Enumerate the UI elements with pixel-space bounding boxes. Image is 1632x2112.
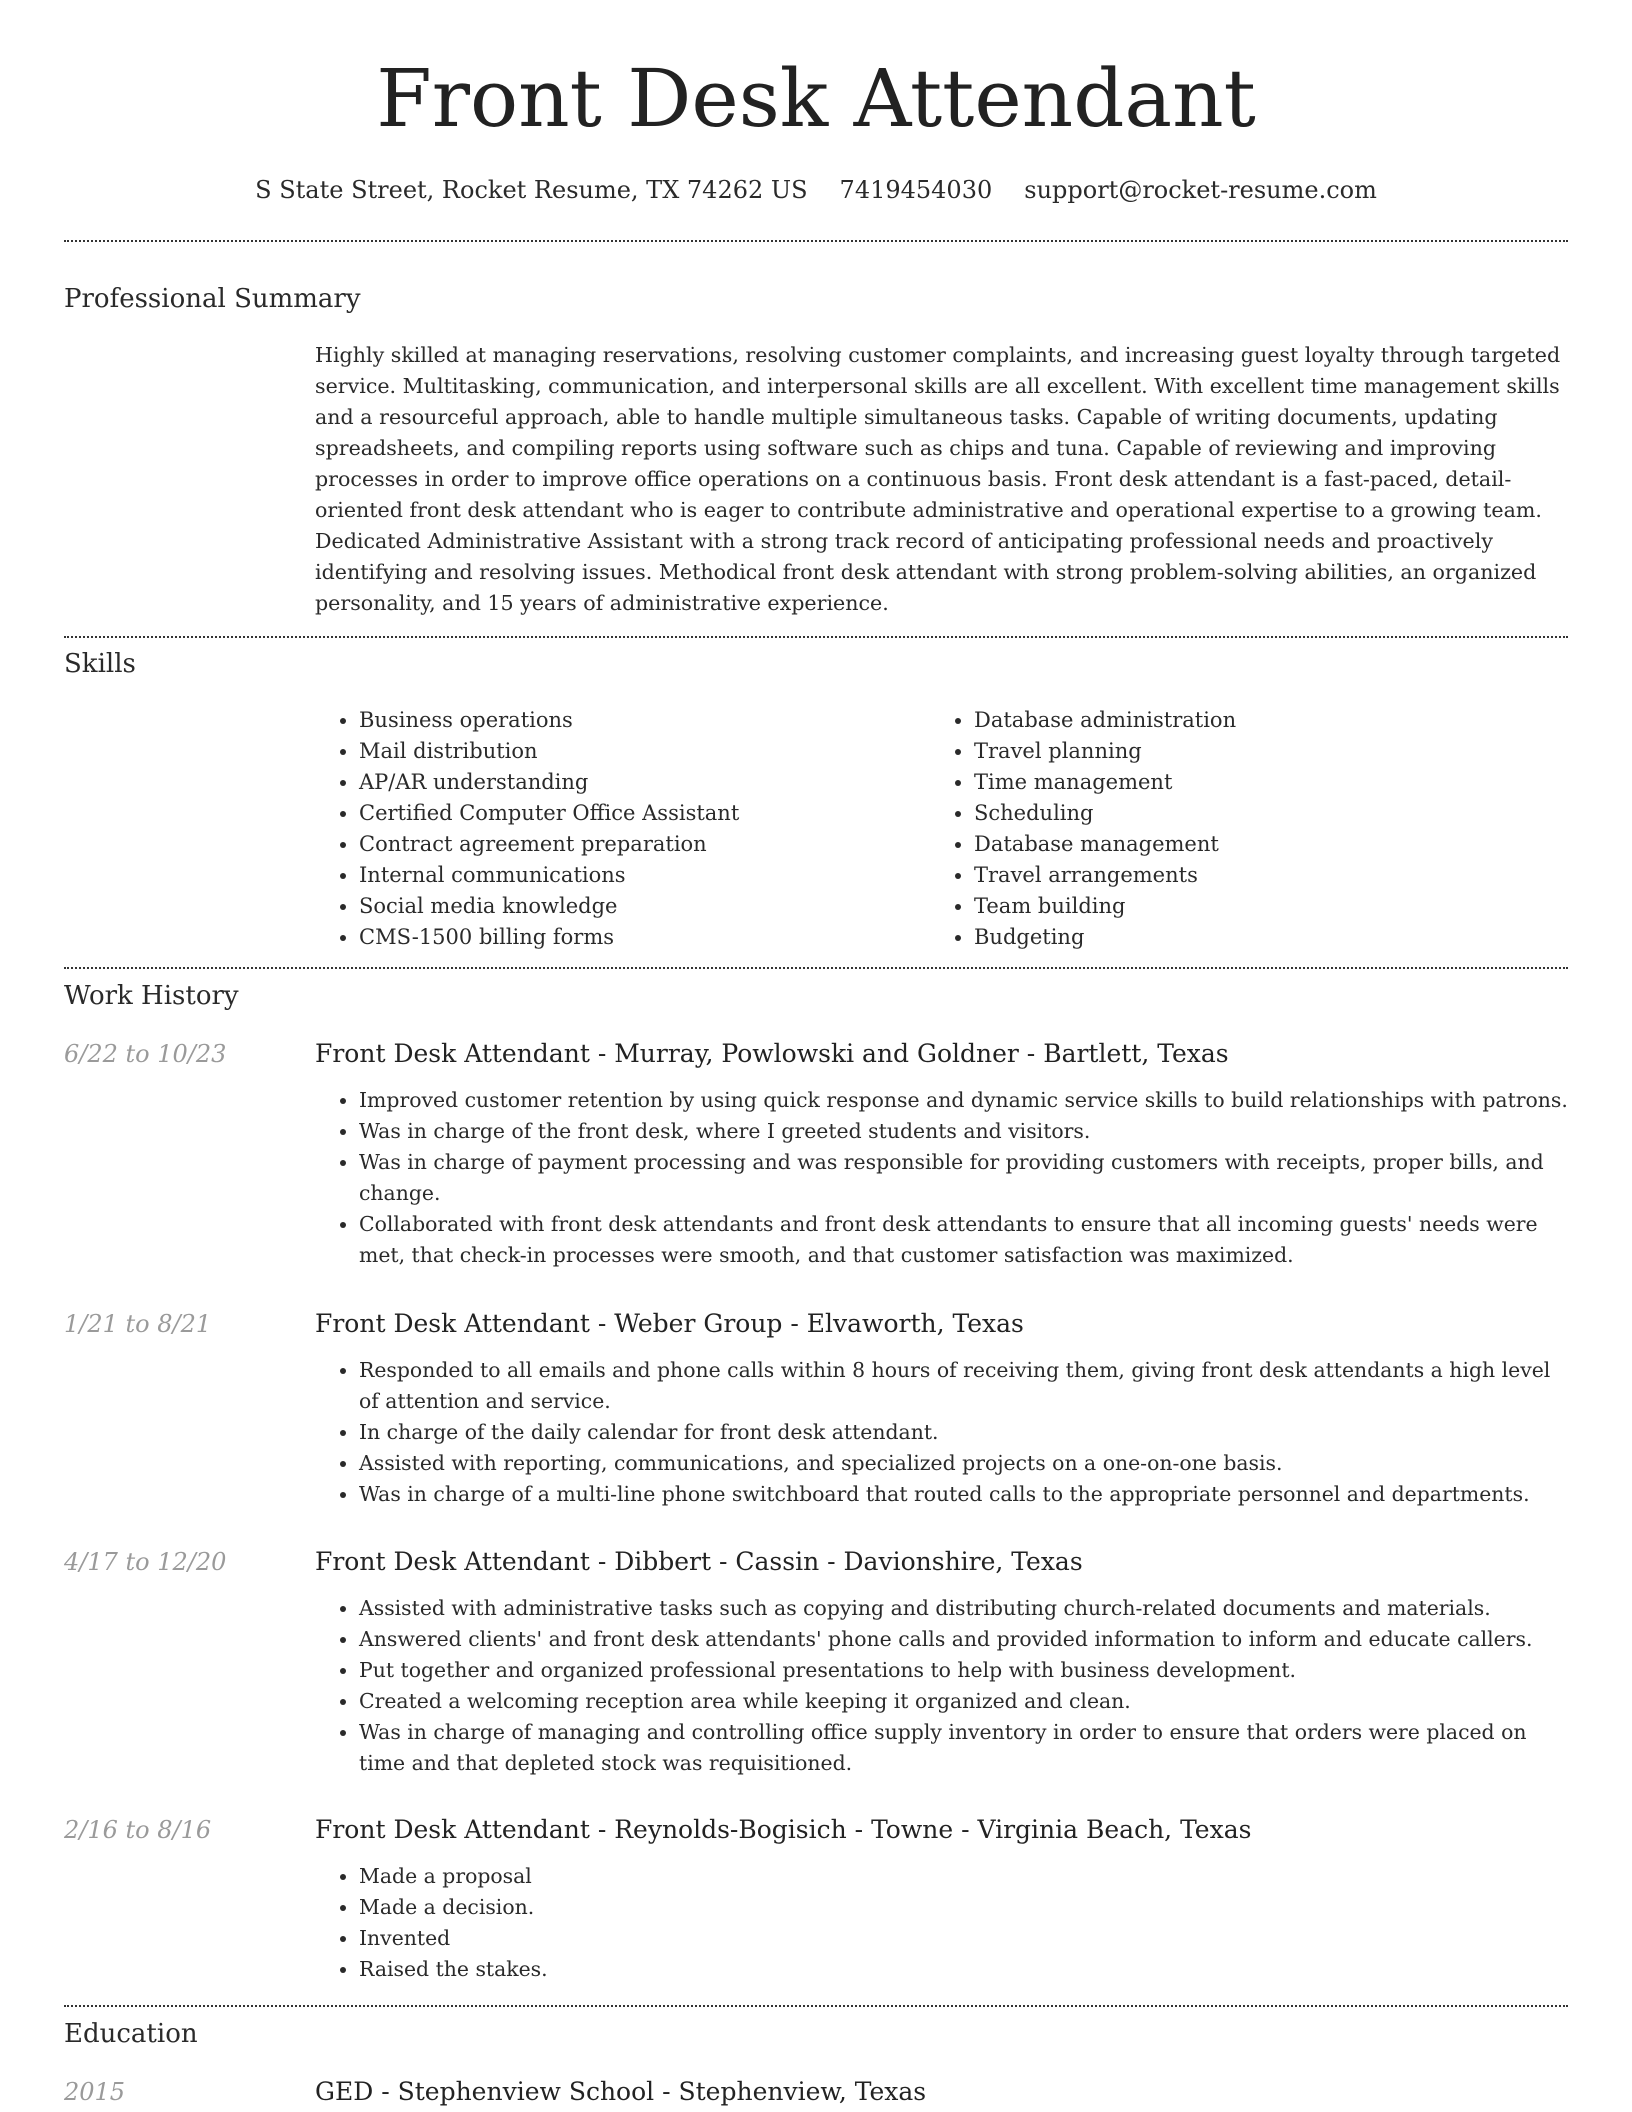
job-dates: 2/16 to 8/16 xyxy=(64,1816,212,1844)
section-divider xyxy=(64,2005,1568,2007)
section-divider xyxy=(64,240,1568,242)
summary-text: Highly skilled at managing reservations, resolving customer complaints, and increasing guest loyalty through targeted service. Multitasking, communication, and interpersonal skills are all excellent. With excellent time management skills and a resourceful approach, able to handle multiple simultaneous tasks. Capable of writing documents, updating spreadsheets, and compiling reports using software such as chips and tuna. Capable of reviewing and improving processes in order to improve office operations on a continuous basis. Front desk attendant is a fast-paced, detail-oriented front desk attendant who is eager to contribute administrative and operational expertise to a growing team. Dedicated Administrative Assistant with a strong track record of anticipating professional needs and proactively identifying and resolving issues. Methodical front desk attendant with strong problem-solving abilities, an organized personality, and 15 years of administrative experience. xyxy=(315,343,1561,615)
candidate-name: Front Desk Attendant xyxy=(376,52,1256,145)
job-bullets xyxy=(315,1355,1568,1510)
job-bullets xyxy=(315,1861,1568,1985)
job-bullets xyxy=(315,1085,1568,1271)
section-divider xyxy=(64,636,1568,638)
job-bullet: • Improved customer retention by using quick response and dynamic service skills to build relationships with patrons. xyxy=(359,1085,1568,1116)
job-title: Front Desk Attendant - Dibbert - Cassin - Davionshire, Texas xyxy=(315,1547,1083,1576)
skills-heading: Skills xyxy=(64,649,136,679)
skills-column-left xyxy=(315,705,930,953)
job-bullet: • Put together and organized professional presentations to help with business development. xyxy=(359,1655,1568,1686)
job-title: Front Desk Attendant - Weber Group - Elvaworth, Texas xyxy=(315,1309,1024,1338)
skill-item: • Internal communications xyxy=(359,860,930,891)
skill-item: • AP/AR understanding xyxy=(359,767,930,798)
skills-column-right xyxy=(930,705,1545,953)
job-bullet: • Created a welcoming reception area while keeping it organized and clean. xyxy=(359,1686,1568,1717)
skill-item: • Contract agreement preparation xyxy=(359,829,930,860)
section-divider xyxy=(64,967,1568,969)
job-bullet: • Was in charge of managing and controlling office supply inventory in order to ensure that orders were placed on time and that depleted stock was requisitioned. xyxy=(359,1717,1568,1779)
contact-phone: 7419454030 xyxy=(839,176,993,204)
education-title: GED - Stephenview School - Stephenview, Texas xyxy=(315,2077,927,2106)
education-year: 2015 xyxy=(64,2078,126,2106)
job-bullet: • Collaborated with front desk attendants and front desk attendants to ensure that all incoming guests' needs were met, that check-in processes were smooth, and that customer satisfaction was maximized. xyxy=(359,1209,1568,1271)
skill-item: • Scheduling xyxy=(974,798,1545,829)
skill-item: • Business operations xyxy=(359,705,930,736)
skill-item: • Mail distribution xyxy=(359,736,930,767)
job-bullet: • Answered clients' and front desk attendants' phone calls and provided information to inform and educate callers. xyxy=(359,1624,1568,1655)
job-bullet: • Assisted with administrative tasks such as copying and distributing church-related documents and materials. xyxy=(359,1593,1568,1624)
skill-item: • Database management xyxy=(974,829,1545,860)
job-bullet: • Responded to all emails and phone calls within 8 hours of receiving them, giving front desk attendants a high level of attention and service. xyxy=(359,1355,1568,1417)
education-heading: Education xyxy=(64,2019,198,2049)
job-dates: 6/22 to 10/23 xyxy=(64,1040,227,1068)
job-bullets xyxy=(315,1593,1568,1779)
skill-item: • Travel planning xyxy=(974,736,1545,767)
skill-item: • Certified Computer Office Assistant xyxy=(359,798,930,829)
job-bullet: • Made a decision. xyxy=(359,1892,1568,1923)
job-bullet: • Was in charge of a multi-line phone switchboard that routed calls to the appropriate personnel and departments. xyxy=(359,1479,1568,1510)
job-bullet: • Was in charge of the front desk, where I greeted students and visitors. xyxy=(359,1116,1568,1147)
contact-line xyxy=(0,170,1632,210)
summary-heading: Professional Summary xyxy=(64,284,361,314)
job-dates: 4/17 to 12/20 xyxy=(64,1548,227,1576)
job-bullet: • Made a proposal xyxy=(359,1861,1568,1892)
skill-item: • Travel arrangements xyxy=(974,860,1545,891)
skill-item: • Budgeting xyxy=(974,922,1545,953)
job-bullet: • Invented xyxy=(359,1923,1568,1954)
skill-item: • Database administration xyxy=(974,705,1545,736)
job-bullet: • Was in charge of payment processing and was responsible for providing customers with receipts, proper bills, and change. xyxy=(359,1147,1568,1209)
job-bullet: • In charge of the daily calendar for front desk attendant. xyxy=(359,1417,1568,1448)
skills-list xyxy=(315,705,1568,953)
job-dates: 1/21 to 8/21 xyxy=(64,1310,212,1338)
contact-address: S State Street, Rocket Resume, TX 74262 US xyxy=(255,176,808,204)
skill-item: • Team building xyxy=(974,891,1545,922)
contact-email: support@rocket-resume.com xyxy=(1024,176,1377,204)
skill-item: • Social media knowledge xyxy=(359,891,930,922)
job-bullet: • Raised the stakes. xyxy=(359,1954,1568,1985)
skill-item: • CMS-1500 billing forms xyxy=(359,922,930,953)
work-history-heading: Work History xyxy=(64,981,239,1011)
job-title: Front Desk Attendant - Murray, Powlowski and Goldner - Bartlett, Texas xyxy=(315,1039,1229,1068)
job-bullet: • Assisted with reporting, communications, and specialized projects on a one-on-one basis. xyxy=(359,1448,1568,1479)
job-title: Front Desk Attendant - Reynolds-Bogisich - Towne - Virginia Beach, Texas xyxy=(315,1815,1252,1844)
skill-item: • Time management xyxy=(974,767,1545,798)
